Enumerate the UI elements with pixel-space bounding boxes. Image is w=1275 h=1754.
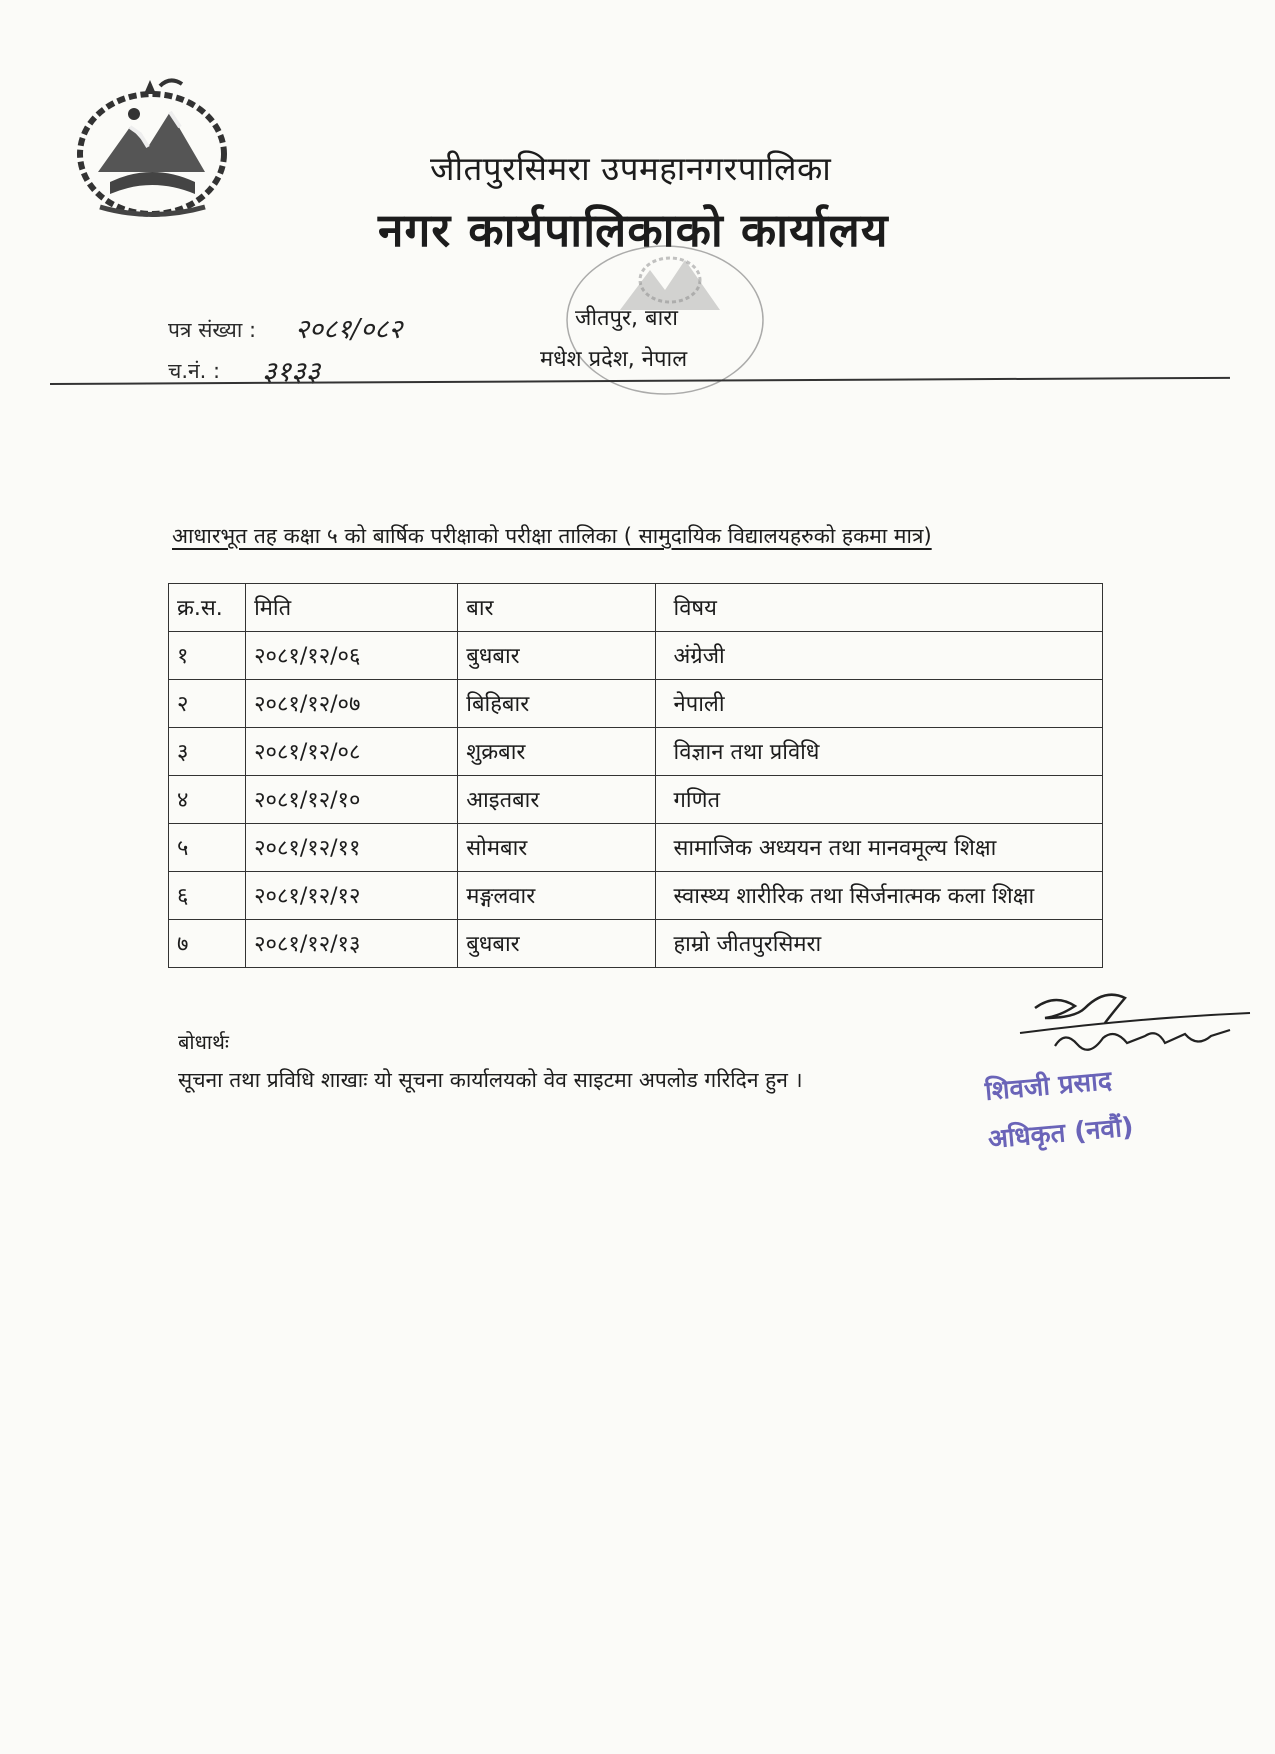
table-row (169, 824, 1103, 872)
column-header-subject: विषय (655, 584, 1103, 632)
table-row (169, 680, 1103, 728)
notice-label: बोधार्थः (178, 1030, 229, 1054)
subject-cell: विज्ञान तथा प्रविधि (655, 728, 1103, 776)
table-row (169, 728, 1103, 776)
signer-post: अधिकृत (नवौं) (986, 1112, 1135, 1155)
table-row (169, 776, 1103, 824)
date-cell: २०८१/१२/०८ (246, 728, 458, 776)
table-body (169, 632, 1103, 968)
subject-cell: हाम्रो जीतपुरसिमरा (655, 920, 1103, 968)
day-cell: सोमबार (458, 824, 655, 872)
letter-number-label: पत्र संख्या : (168, 318, 257, 342)
dispatch-number-label: च.नं. : (168, 359, 221, 383)
date-cell: २०८१/१२/१० (246, 776, 458, 824)
office-name: जीतपुरसिमरा उपमहानगरपालिका (430, 149, 832, 188)
table-row (169, 920, 1103, 968)
office-title: नगर कार्यपालिकाको कार्यालय (378, 203, 889, 257)
subject-cell: सामाजिक अध्ययन तथा मानवमूल्य शिक्षा (655, 824, 1103, 872)
sn-cell: ३ (169, 728, 246, 776)
notice-text: सूचना तथा प्रविधि शाखाः यो सूचना कार्यालयको वेव साइटमा अपलोड गरिदिन हुन । (178, 1068, 803, 1092)
sn-cell: २ (169, 680, 246, 728)
day-cell: आइतबार (458, 776, 655, 824)
column-header-day: बार (458, 584, 655, 632)
day-cell: बुधबार (458, 632, 655, 680)
subject-cell: स्वास्थ्य शारीरिक तथा सिर्जनात्मक कला शिक्षा (655, 872, 1103, 920)
signer-name: शिवजी प्रसाद (983, 1065, 1113, 1107)
table-row (169, 872, 1103, 920)
column-header-sn: क्र.स. (169, 584, 246, 632)
date-cell: २०८१/१२/११ (246, 824, 458, 872)
subject-cell: गणित (655, 776, 1103, 824)
exam-schedule-table (168, 583, 1103, 968)
office-address-line2: मधेश प्रदेश, नेपाल (540, 347, 688, 372)
handwritten-signature (1015, 988, 1255, 1078)
subject-cell: अंग्रेजी (655, 632, 1103, 680)
schedule-heading: आधारभूत तह कक्षा ५ को बार्षिक परीक्षाको परीक्षा तालिका ( सामुदायिक विद्यालयहरुको हकमा मात्र) (172, 524, 932, 548)
day-cell: बुधबार (458, 920, 655, 968)
day-cell: बिहिबार (458, 680, 655, 728)
date-cell: २०८१/१२/१२ (246, 872, 458, 920)
letter-number-value: २०८१/०८२ (295, 314, 403, 345)
date-cell: २०८१/१२/१३ (246, 920, 458, 968)
table-header-row (169, 584, 1103, 632)
sn-cell: ७ (169, 920, 246, 968)
column-header-date: मिति (246, 584, 458, 632)
dispatch-number-value: ३१३३ (262, 355, 321, 388)
sn-cell: ६ (169, 872, 246, 920)
day-cell: शुक्रबार (458, 728, 655, 776)
sn-cell: ४ (169, 776, 246, 824)
nepal-emblem-icon (70, 72, 235, 222)
sn-cell: १ (169, 632, 246, 680)
day-cell: मङ्गलवार (458, 872, 655, 920)
subject-cell: नेपाली (655, 680, 1103, 728)
date-cell: २०८१/१२/०७ (246, 680, 458, 728)
table-row (169, 632, 1103, 680)
date-cell: २०८१/१२/०६ (246, 632, 458, 680)
sn-cell: ५ (169, 824, 246, 872)
office-address-line1: जीतपुर, बारा (575, 306, 678, 331)
